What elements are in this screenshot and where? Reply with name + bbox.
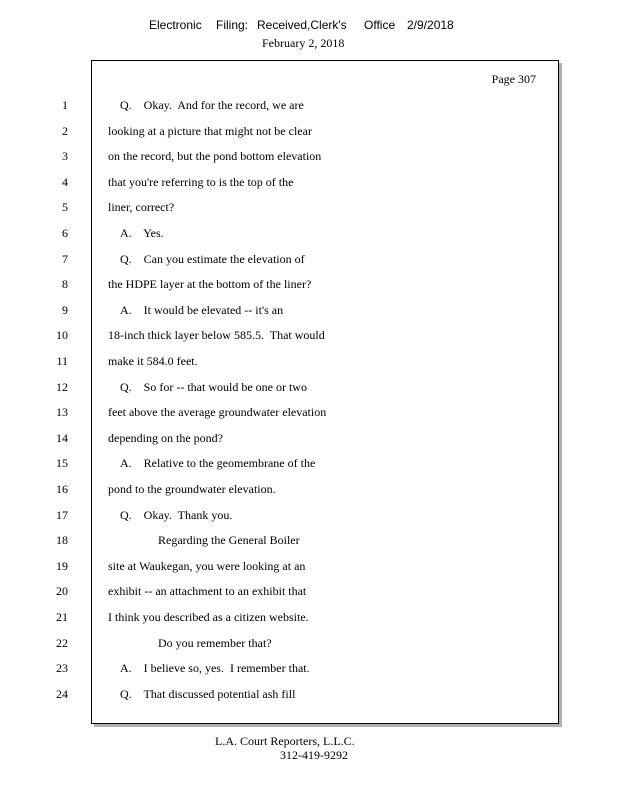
filing-word-received: Received,Clerk's <box>257 18 347 32</box>
line-number: 6 <box>62 226 68 240</box>
transcript-line: that you're referring to is the top of the <box>108 174 294 189</box>
line-number: 3 <box>62 149 68 164</box>
transcript-line: the HDPE layer at the bottom of the liner? <box>108 277 312 292</box>
line-number: 23 <box>56 661 68 676</box>
line-number: 14 <box>56 430 68 445</box>
line-number: 5 <box>62 200 68 215</box>
transcript-page <box>56 60 559 724</box>
line-number: 8 <box>62 277 68 292</box>
line-number: 18 <box>56 533 68 548</box>
line-number: 11 <box>56 354 68 368</box>
reporter-company: L.A. Court Reporters, L.L.C. <box>215 734 355 748</box>
line-number: 2 <box>62 123 68 138</box>
transcript-line: make it 584.0 feet. <box>108 354 198 368</box>
transcript-line: on the record, but the pond bottom elevation <box>108 149 322 164</box>
filing-word-filing: Filing: <box>216 18 249 32</box>
transcript-line: 18-inch thick layer below 585.5. That would <box>108 328 325 343</box>
line-number: 7 <box>62 251 68 266</box>
line-number: 13 <box>56 405 68 420</box>
line-number: 12 <box>56 379 68 394</box>
line-number: 20 <box>56 584 68 599</box>
page-number: Page 307 <box>491 72 536 86</box>
reporter-phone: 312-419-9292 <box>280 748 348 762</box>
transcript-line: Q. Okay. And for the record, we are <box>120 98 304 112</box>
transcript-line: looking at a picture that might not be clear <box>108 123 312 138</box>
line-number: 19 <box>56 558 68 573</box>
transcript-line: A. Yes. <box>120 226 164 240</box>
transcript-line: Q. That discussed potential ash fill <box>120 686 296 701</box>
line-number: 24 <box>56 686 68 701</box>
line-number: 15 <box>56 456 68 471</box>
line-number: 22 <box>56 635 68 650</box>
transcript-line: depending on the pond? <box>108 430 223 445</box>
transcript-line: I think you described as a citizen website. <box>108 610 309 624</box>
filing-word-date: 2/9/2018 <box>407 18 454 32</box>
line-number: 16 <box>56 482 68 496</box>
transcript-line: pond to the groundwater elevation. <box>108 482 276 496</box>
transcript-line: Regarding the General Boiler <box>158 533 300 548</box>
line-number: 10 <box>56 328 68 343</box>
transcript-line: Q. Can you estimate the elevation of <box>120 251 305 266</box>
line-number: 21 <box>56 610 68 624</box>
line-number: 17 <box>56 507 68 522</box>
transcript-line: A. I believe so, yes. I remember that. <box>120 661 310 676</box>
line-number: 9 <box>62 302 68 317</box>
transcript-line: liner, correct? <box>108 200 175 215</box>
transcript-date: February 2, 2018 <box>262 36 345 50</box>
filing-word-electronic: Electronic <box>149 18 202 32</box>
line-number: 4 <box>62 174 68 189</box>
transcript-line: A. Relative to the geomembrane of the <box>120 456 316 471</box>
filing-word-office: Office <box>364 18 396 32</box>
transcript-line: feet above the average groundwater elevation <box>108 405 327 420</box>
transcript-line: site at Waukegan, you were looking at an <box>108 558 306 573</box>
transcript-line: exhibit -- an attachment to an exhibit that <box>108 584 307 599</box>
line-number: 1 <box>62 98 68 112</box>
transcript-line: Do you remember that? <box>158 635 272 650</box>
transcript-line: A. It would be elevated -- it's an <box>120 302 284 317</box>
transcript-line: Q. So for -- that would be one or two <box>120 379 307 394</box>
transcript-line: Q. Okay. Thank you. <box>120 507 233 522</box>
